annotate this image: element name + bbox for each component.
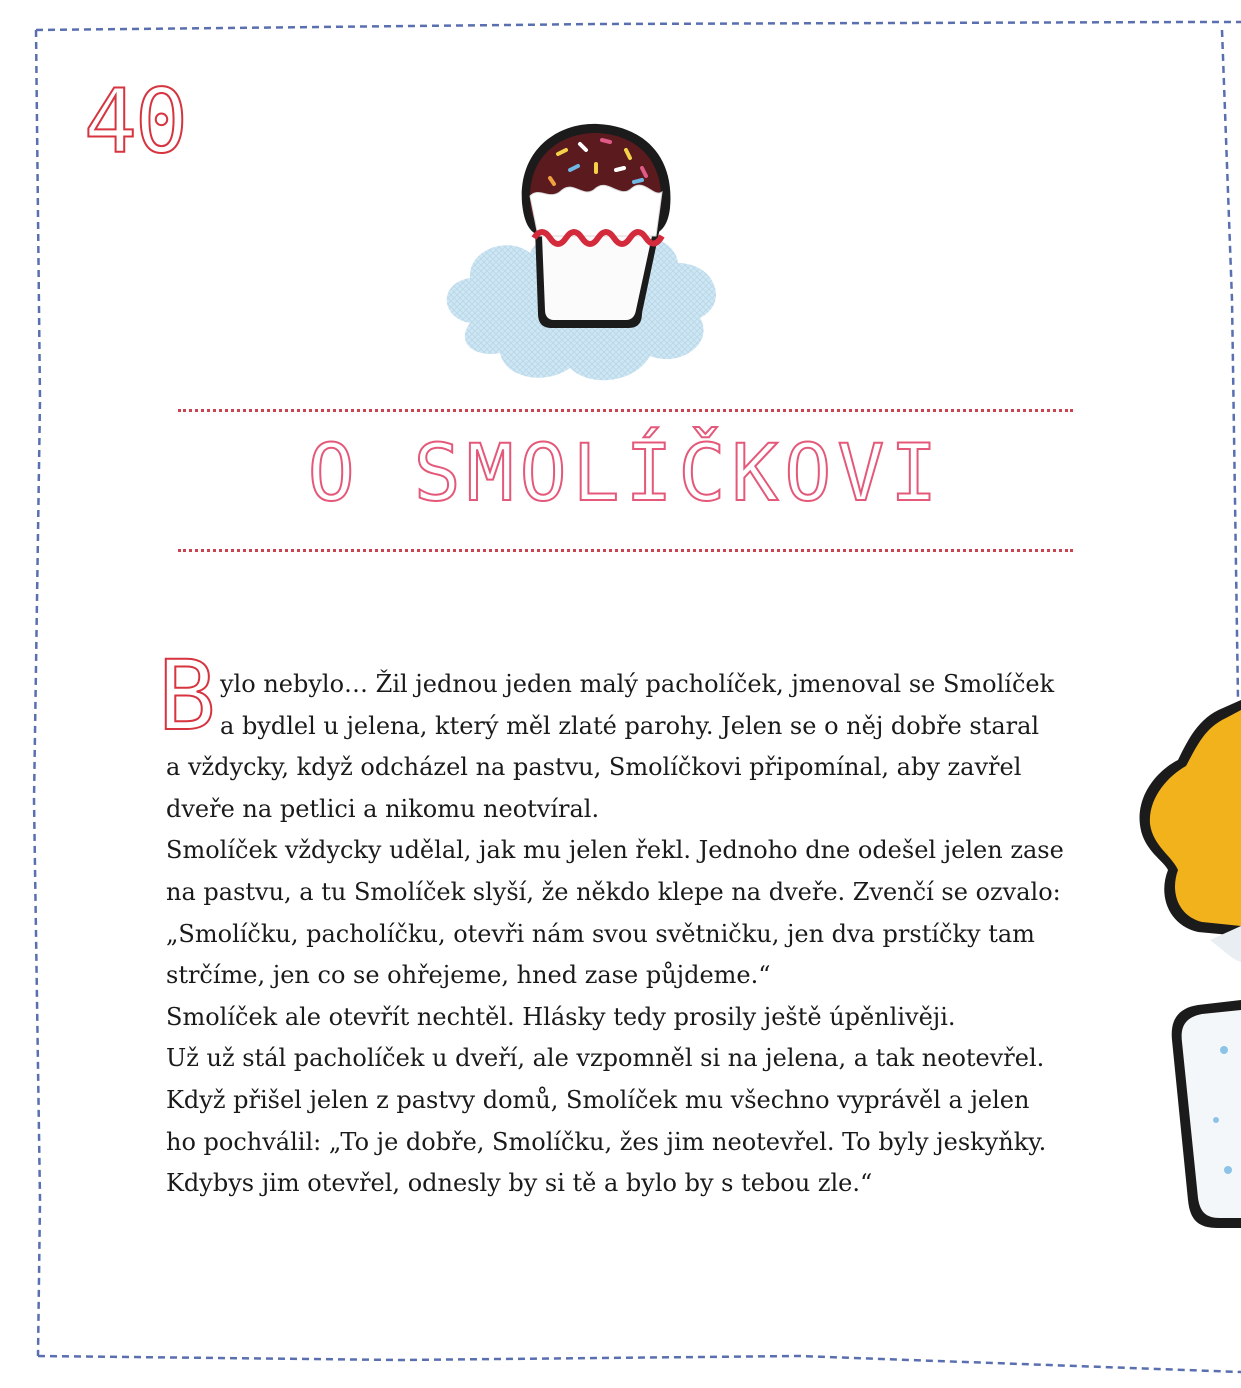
story-line: strčíme, jen co se ohřejeme, hned zase půjdeme.“ (166, 961, 771, 990)
title-divider-top (178, 409, 1073, 412)
story-line: na pastvu, a tu Smolíček slyší, že někdo klepe na dveře. Zvenčí se ozvalo: (166, 877, 1061, 906)
dropcap-letter: B (158, 640, 216, 752)
story-line: a bydlel u jelena, který měl zlaté parohy. Jelen se o něj dobře staral (220, 711, 1040, 740)
story-text (166, 664, 1126, 1205)
story-line: Už už stál pacholíček u dveří, ale vzpomněl si na jelena, a tak neotevřel. (166, 1044, 1045, 1073)
story-line: „Smolíčku, pacholíčku, otevři nám svou světničku, jen dva prstíčky tam (166, 919, 1035, 948)
story-line: dveře na petlici a nikomu neotvíral. (166, 794, 600, 823)
star-patch-icon (1128, 700, 1241, 1260)
chapter-title: O SMOLÍČKOVI (307, 429, 944, 519)
story-line: ylo nebylo… Žil jednou jeden malý pacholíček, jmenoval se Smolíček (220, 670, 1055, 698)
cupcake-icon (430, 118, 740, 393)
story-line: ho pochválil: „To je dobře, Smolíčku, žes jim neotevřel. To byly jeskyňky. (166, 1127, 1047, 1156)
story-line: Kdybys jim otevřel, odnesly by si tě a bylo by s tebou zle.“ (166, 1169, 873, 1198)
title-divider-bottom (178, 549, 1073, 552)
story-line: Když přišel jelen z pastvy domů, Smolíček mu všechno vyprávěl a jelen (166, 1085, 1030, 1114)
page-number: 40 (84, 70, 186, 173)
story-line: Smolíček vždycky udělal, jak mu jelen řekl. Jednoho dne odešel jelen zase (166, 836, 1064, 865)
story-line: a vždycky, když odcházel na pastvu, Smolíčkovi připomínal, aby zavřel (166, 753, 1022, 782)
story-line: Smolíček ale otevřít nechtěl. Hlásky tedy prosily ještě úpěnlivěji. (166, 1002, 956, 1031)
